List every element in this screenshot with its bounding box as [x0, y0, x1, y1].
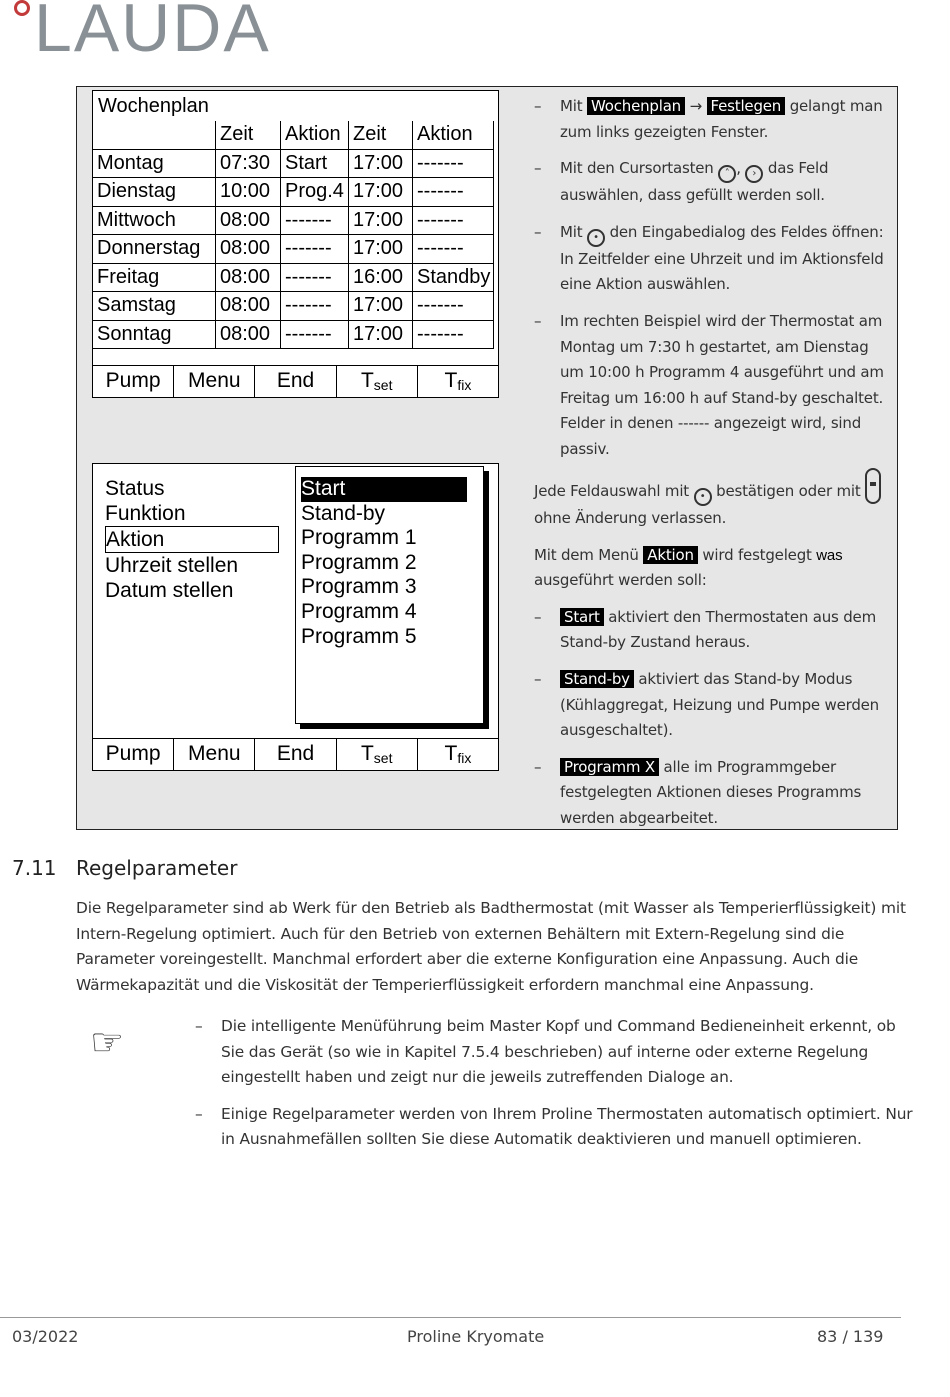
action-cell[interactable]: -------: [281, 320, 349, 349]
text: Mit den Cursortasten: [560, 159, 714, 178]
list-item: [534, 755, 890, 832]
wochenplan-table: [93, 121, 494, 349]
instructions-top: [534, 94, 890, 463]
list-item: – Mit den Cursortasten ˄ , › das Feld auswählen, dass gefüllt werden soll.: [560, 156, 890, 209]
action-cell[interactable]: -------: [281, 206, 349, 235]
day-cell: Sonntag: [93, 320, 216, 349]
table-row: [93, 292, 494, 321]
arrow-icon: →: [689, 97, 702, 115]
action-cell[interactable]: Prog.4: [281, 178, 349, 207]
table-row: [93, 206, 494, 235]
bullet: –: [534, 669, 542, 688]
pointing-hand-icon: ☞: [90, 1020, 125, 1064]
text: wird festgelegt: [702, 545, 812, 564]
text: ohne Änderung verlassen.: [534, 509, 727, 527]
menu-tag-programm-x: Programm X: [560, 758, 659, 776]
softkey-tfix-label: T: [444, 742, 458, 765]
bullet: –: [534, 159, 542, 178]
menu-tag-start: Start: [560, 608, 604, 626]
logo-dot-icon: [14, 0, 30, 16]
cursor-up-key-icon: ˄: [718, 165, 736, 183]
header-cell: Aktion: [281, 121, 349, 149]
time-cell[interactable]: 17:00: [349, 292, 413, 321]
menu-item-aktion[interactable]: Aktion: [105, 526, 279, 553]
bullet: –: [534, 757, 542, 776]
paragraph: [534, 468, 890, 532]
softkey-menu[interactable]: Menu: [174, 366, 255, 397]
menu-tag-festlegen: Festlegen: [707, 97, 786, 115]
softkey-end[interactable]: End: [255, 366, 336, 397]
softkey-pump[interactable]: Pump: [93, 366, 174, 397]
text: alle im Programmgeber festgelegten Aktionen dieses Programms werden abgearbeitet.: [560, 757, 862, 827]
softkey-bar: [93, 365, 498, 397]
list-item: [534, 220, 890, 298]
text-emphasis: was: [816, 546, 843, 564]
list-item: [195, 1102, 921, 1153]
time-cell[interactable]: 08:00: [216, 235, 281, 264]
text: Jede Feldauswahl mit: [534, 482, 689, 500]
action-cell[interactable]: -------: [413, 149, 494, 178]
option-programm-2[interactable]: Programm 2: [301, 550, 417, 574]
screen-title: Wochenplan: [98, 95, 209, 117]
softkey-pump[interactable]: Pump: [93, 739, 174, 770]
action-cell[interactable]: Start: [281, 149, 349, 178]
option-programm-1[interactable]: Programm 1: [301, 526, 417, 550]
paragraph: [534, 543, 890, 594]
softkey-tset-label: T: [360, 742, 374, 765]
day-cell: Dienstag: [93, 178, 216, 207]
header-cell: Zeit: [349, 121, 413, 149]
softkey-tfix-label: T: [444, 369, 458, 392]
footer-divider: [0, 1317, 901, 1318]
action-options-popup: [295, 466, 484, 724]
menu-item-funktion[interactable]: Funktion: [105, 502, 186, 525]
section-paragraph: Die Regelparameter sind ab Werk für den Betrieb als Badthermostat (mit Wasser als Temperierflüssigkeit) mit Intern-Regelung optimiert. Auch für den Betrieb von externen Behältern mit Extern-Regelung sind die Parameter voreingestellt. Manchmal erfordert aber die externe Konfiguration eine Anpassung. Auch die Wärmekapazität und die Viskosität der Temperierflüssigkeit erfordern manchmal eine Anpassung.: [76, 899, 906, 994]
time-cell[interactable]: 17:00: [349, 178, 413, 207]
action-cell[interactable]: -------: [413, 235, 494, 264]
footer-product: Proline Kryomate: [407, 1327, 545, 1346]
bullet: –: [534, 311, 542, 330]
menu-tag-wochenplan: Wochenplan: [587, 97, 685, 115]
table-header-row: [93, 121, 494, 149]
softkey-tset-label: T: [360, 369, 374, 392]
section-number: 7.11: [12, 856, 57, 880]
enter-key-icon: •: [587, 229, 605, 247]
text: Mit: [560, 97, 583, 115]
list-item: [534, 605, 890, 656]
time-cell[interactable]: 10:00: [216, 178, 281, 207]
note-text: Die intelligente Menüführung beim Master Kopf und Command Bedieneinheit erkennt, ob Sie das Gerät (so wie in Kapitel 7.5.4 beschrieben) auf interne oder externe Regelung eingestellt haben und zeigt nur die jeweils zutreffenden Dialoge an.: [221, 1017, 896, 1087]
footer-date: 03/2022: [12, 1327, 79, 1346]
day-cell: Mittwoch: [93, 206, 216, 235]
softkey-tfix[interactable]: [418, 739, 498, 770]
table-row: [93, 320, 494, 349]
instructions-bottom: [534, 468, 890, 832]
list-item: [534, 94, 890, 145]
main-menu: [105, 476, 279, 603]
action-cell[interactable]: -------: [413, 292, 494, 321]
header-cell: Zeit: [216, 121, 281, 149]
softkey-tset[interactable]: [337, 739, 418, 770]
softkey-tset-sub: set: [373, 377, 393, 393]
menu-item-status[interactable]: Status: [105, 477, 165, 500]
time-cell[interactable]: 17:00: [349, 235, 413, 264]
text: Im rechten Beispiel wird der Thermostat am Montag um 7:30 h gestartet, am Dienstag um 10:00 h Programm 4 ausgeführt und am Freitag um 16:00 h auf Stand-by geschaltet. Felder in denen ------ angezeigt wird, sind passiv.: [560, 311, 884, 458]
enter-key-icon: •: [694, 488, 712, 506]
day-cell: Montag: [93, 149, 216, 178]
notes-list: [195, 1014, 921, 1164]
menu-item-uhrzeit[interactable]: Uhrzeit stellen: [105, 554, 239, 577]
option-programm-5[interactable]: Programm 5: [301, 624, 417, 648]
bullet: –: [195, 1017, 203, 1035]
text: gelangt man zum links gezeigten Fenster.: [560, 97, 883, 141]
softkey-tset-sub: set: [373, 750, 393, 766]
time-cell[interactable]: 17:00: [349, 320, 413, 349]
table-row: [93, 149, 494, 178]
lauda-logo: LAUDA: [16, 0, 271, 68]
bullet: –: [195, 1104, 203, 1123]
time-cell[interactable]: 07:30: [216, 149, 281, 178]
softkey-tfix-sub: fix: [457, 377, 472, 393]
option-start[interactable]: Start: [301, 477, 467, 502]
wochenplan-screen: [92, 90, 499, 398]
action-cell[interactable]: -------: [413, 320, 494, 349]
softkey-tfix[interactable]: [418, 366, 498, 397]
time-cell[interactable]: 16:00: [349, 263, 413, 292]
day-cell: Freitag: [93, 263, 216, 292]
action-cell[interactable]: -------: [281, 263, 349, 292]
softkey-end[interactable]: End: [255, 739, 336, 770]
table-row: [93, 235, 494, 264]
table-row: [93, 178, 494, 207]
text: Mit dem Menü: [534, 545, 639, 564]
bullet: –: [534, 97, 542, 115]
text: das Feld auswählen, dass gefüllt werden soll.: [560, 159, 829, 205]
action-cell[interactable]: Standby: [413, 263, 494, 292]
escape-key-icon: [865, 468, 881, 504]
text: aktiviert das Stand-by Modus (Kühlaggregat, Heizung und Pumpe werden ausgeschaltet).: [560, 669, 879, 740]
time-cell[interactable]: 17:00: [349, 149, 413, 178]
header-cell: [93, 121, 216, 149]
header-cell: Aktion: [413, 121, 494, 149]
action-cell[interactable]: -------: [281, 235, 349, 264]
option-standby[interactable]: Stand-by: [301, 501, 386, 525]
option-programm-4[interactable]: Programm 4: [301, 599, 417, 623]
softkey-bar: [93, 738, 498, 770]
menu-tag-standby: Stand-by: [560, 670, 634, 688]
cursor-right-key-icon: ›: [745, 165, 763, 183]
time-cell[interactable]: 08:00: [216, 263, 281, 292]
time-cell[interactable]: 08:00: [216, 292, 281, 321]
softkey-menu[interactable]: Menu: [174, 739, 255, 770]
softkey-tset[interactable]: [337, 366, 418, 397]
softkey-tfix-sub: fix: [457, 750, 472, 766]
menu-tag-aktion: Aktion: [643, 546, 697, 564]
text: Mit: [560, 222, 583, 241]
text: ausgeführt werden soll:: [534, 571, 707, 590]
time-cell[interactable]: 08:00: [216, 206, 281, 235]
list-item: [534, 309, 890, 463]
text: den Eingabedialog des Feldes öffnen: In Zeitfelder eine Uhrzeit und im Aktionsfeld eine Aktion auswählen.: [560, 222, 884, 294]
note-text: Einige Regelparameter werden von Ihrem Proline Thermostaten automatisch optimiert. Nur in Ausnahmefällen sollten Sie diese Automatik deaktivieren und manuell optimieren.: [221, 1104, 913, 1149]
bullet: –: [534, 222, 542, 241]
bullet: –: [534, 607, 542, 626]
option-programm-3[interactable]: Programm 3: [301, 575, 417, 599]
section-title: Regelparameter: [76, 856, 238, 880]
time-cell[interactable]: 08:00: [216, 320, 281, 349]
table-row: [93, 263, 494, 292]
footer-page: 83 / 139: [817, 1327, 884, 1346]
action-cell[interactable]: -------: [281, 292, 349, 321]
aktion-screen: [92, 463, 499, 771]
day-cell: Donnerstag: [93, 235, 216, 264]
list-item: [534, 667, 890, 744]
menu-item-datum[interactable]: Datum stellen: [105, 579, 234, 602]
time-cell[interactable]: 17:00: [349, 206, 413, 235]
action-cell[interactable]: -------: [413, 206, 494, 235]
day-cell: Samstag: [93, 292, 216, 321]
action-cell[interactable]: -------: [413, 178, 494, 207]
list-item: [195, 1014, 921, 1091]
text: bestätigen oder mit: [716, 482, 861, 500]
text: aktiviert den Thermostaten aus dem Stand-by Zustand heraus.: [560, 607, 876, 652]
